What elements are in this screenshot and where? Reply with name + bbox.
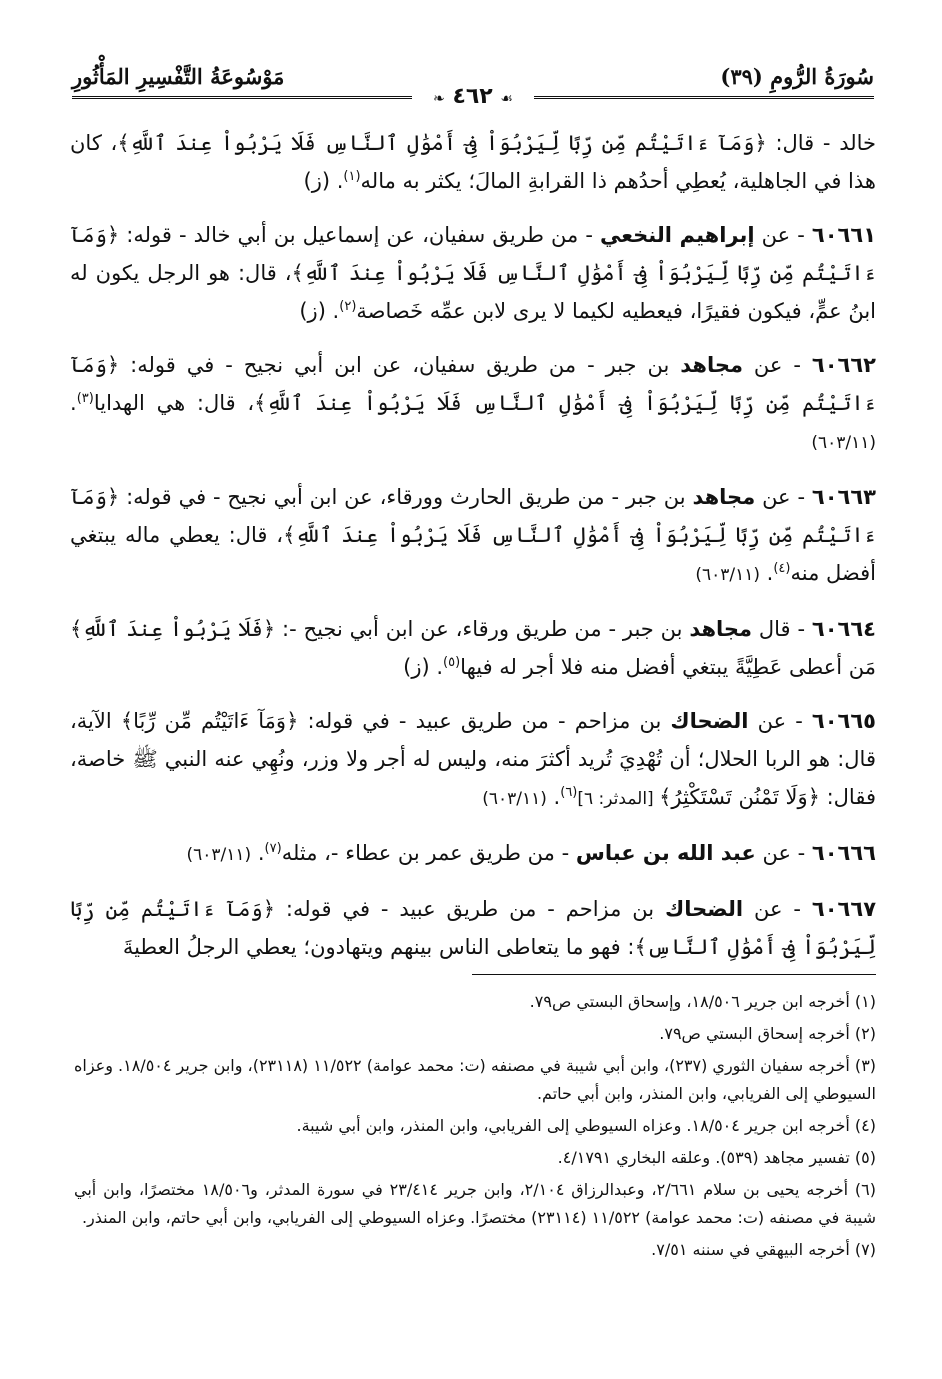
surah-reference: [المدثر: ٦]	[577, 789, 660, 809]
volume-reference: (٦٠٣/١١)	[695, 565, 760, 585]
footnote-marker: (٣)	[76, 391, 94, 406]
narration-number: ٦٠٦٦٥	[811, 709, 876, 733]
footnote-marker: (٤)	[773, 561, 791, 576]
narration-number: ٦٠٦٦٧	[811, 897, 877, 921]
narration-number: ٦٠٦٦٢	[811, 353, 876, 377]
footnote-1: (١) أخرجه ابن جرير ١٨/٥٠٦، وإسحاق البستي ص٧٩.	[529, 992, 876, 1011]
footnote-separator	[472, 974, 876, 975]
paragraph-60664: ٦٠٦٦٤ - قال مجاهد بن جبر - من طريق ورقاء، عن ابن أبي نجيح -: ﴿فَلَا يَرْبُواْ عِندَ ٱللَّهِ﴾ مَن أعطى عَطِيَّةً يبتغي أفضل منه فلا أجر له فيها$^{(٥)}$. (ز)	[70, 617, 876, 679]
paragraph-60666: ٦٠٦٦٦ - عن عبد الله بن عباس - من طريق عمر بن عطاء -، مثله$^{(٧)}$. (٦٠٣/١١)	[186, 841, 876, 865]
quran-quote: ﴿وَمَآ ءَاتَيْتُم مِّن رِّبًا﴾	[120, 709, 299, 733]
page-header	[72, 62, 874, 108]
page-number	[412, 84, 534, 109]
footnote-5: (٥) تفسير مجاهد (٥٣٩). وعلقه البخاري ٤/١٧٩١.	[557, 1148, 876, 1167]
volume-reference: (٦٠٣/١١)	[186, 845, 252, 865]
narration-number: ٦٠٦٦١	[811, 223, 877, 247]
narrator-name: مجاهد	[689, 617, 753, 641]
quran-quote: ﴿وَمَآ ءَاتَيْتُم مِّن رِّبًا لِّيَرْبُوَاْ فِىٓ أَمْوَٰلِ ٱلنَّاسِ﴾	[70, 897, 876, 959]
narrator-name: الضحاك	[670, 709, 749, 733]
paragraph-60661: ٦٠٦٦١ - عن إبراهيم النخعي - من طريق سفيان، عن إسماعيل بن أبي خالد - قوله: ﴿وَمَآ ءَاتَيْتُم مِّن رِّبًا لِّيَرْبُوَاْ فِىٓ أَمْوَٰلِ ٱلنَّاسِ فَلَا يَرْبُواْ عِندَ ٱللَّهِ﴾، قال: هو الرجل يكون له ابنُ عمٍّ، فيكون فقيرًا، فيعطيه لكيما لا يرى لابن عمِّه خَصاصة$^{(٢)}$. (ز)	[70, 223, 877, 323]
paragraph-60665: ٦٠٦٦٥ - عن الضحاك بن مزاحم - من طريق عبيد - في قوله: ﴿وَمَآ ءَاتَيْتُم مِّن رِّبًا﴾ الآية، قال: هو الربا الحلال؛ أن تُهْدِيَ تُريد أكثرَ منه، وليس له أجر ولا وزر، ونُهِي عنه النبي ﷺ خاصة، فقال: ﴿وَلَا تَمْنُن تَسْتَكْثِرُ﴾ [المدثر: ٦]$^{(٦)}$. (٦٠٣/١١)	[70, 709, 876, 809]
footnotes	[74, 988, 876, 1268]
narrator-name: عبد الله بن عباس	[575, 841, 756, 865]
narration-number: ٦٠٦٦٦	[811, 841, 876, 865]
header-rule-left	[72, 96, 424, 99]
narration-number: ٦٠٦٦٤	[811, 617, 876, 641]
footnote-2: (٢) أخرجه إسحاق البستي ص٧٩.	[659, 1024, 876, 1043]
footnote-6: (٦) أخرجه يحيى بن سلام ٢/٦٦١، وعبدالرزاق ٢/١٠٤، وابن جرير ٢٣/٤١٤ في سورة المدثر، و١٨/٥٠٦ مختصرًا، وابن أبي شيبة في مصنفه (ت: محمد عوامة) ١١/٥٢٢ (٢٣١١٤) مختصرًا. وعزاه السيوطي إلى الفريابي، وابن أبي حاتم، وابن المنذر.	[74, 1180, 877, 1227]
footnote-3: (٣) أخرجه سفيان الثوري (٢٣٧)، وابن أبي شيبة في مصنفه (ت: محمد عوامة) ١١/٥٢٢ (٢٣١١٨)، وابن جرير ١٨/٥٠٤. وعزاه السيوطي إلى الفريابي، وابن المنذر، وابن أبي حاتم.	[74, 1056, 877, 1103]
narration-number: ٦٠٦٦٣	[811, 485, 876, 509]
header-rule-right	[522, 96, 874, 99]
quran-quote: ﴿وَلَا تَمْنُن تَسْتَكْثِرُ﴾	[659, 785, 820, 809]
footnote-7: (٧) أخرجه البيهقي في سننه ٧/٥١.	[651, 1240, 876, 1259]
narrator-name: مجاهد	[680, 353, 743, 377]
volume-reference: (٦٠٣/١١)	[811, 433, 876, 453]
footnote-4: (٤) أخرجه ابن جرير ١٨/٥٠٤. وعزاه السيوطي إلى الفريابي، وابن المنذر، وابن أبي شيبة.	[296, 1116, 876, 1135]
paragraph-60663: ٦٠٦٦٣ - عن مجاهد بن جبر - من طريق الحارث وورقاء، عن ابن أبي نجيح - في قوله: ﴿وَمَآ ءَاتَيْتُم مِّن رِّبًا لِّيَرْبُوَاْ فِىٓ أَمْوَٰلِ ٱلنَّاسِ فَلَا يَرْبُواْ عِندَ ٱللَّهِ﴾، قال: يعطي ماله يبتغي أفضل منه$^{(٤)}$. (٦٠٣/١١)	[70, 485, 876, 585]
page-number-value: ٤٦٢	[452, 84, 493, 109]
quran-quote: ﴿وَمَآ ءَاتَيْتُم مِّن رِّبًا لِّيَرْبُوَاْ فِىٓ أَمْوَٰلِ ٱلنَّاسِ فَلَا يَرْبُواْ عِندَ ٱللَّهِ﴾	[70, 485, 876, 547]
quran-quote: ﴿وَمَآ ءَاتَيْتُم مِّن رِّبًا لِّيَرْبُوَاْ فِىٓ أَمْوَٰلِ ٱلنَّاسِ فَلَا يَرْبُواْ عِندَ ٱللَّهِ﴾	[70, 353, 876, 415]
footnote-marker: (٥)	[443, 655, 461, 670]
footnote-marker: (٢)	[339, 299, 357, 314]
paragraph-60662: ٦٠٦٦٢ - عن مجاهد بن جبر - من طريق سفيان، عن ابن أبي نجيح - في قوله: ﴿وَمَآ ءَاتَيْتُم مِّن رِّبًا لِّيَرْبُوَاْ فِىٓ أَمْوَٰلِ ٱلنَّاسِ فَلَا يَرْبُواْ عِندَ ٱللَّهِ﴾، قال: هي الهدايا$^{(٣)}$. (٦٠٣/١١)	[70, 353, 876, 453]
paragraph-60667: ٦٠٦٦٧ - عن الضحاك بن مزاحم - من طريق عبيد - في قوله: ﴿وَمَآ ءَاتَيْتُم مِّن رِّبًا لِّيَرْبُوَاْ فِىٓ أَمْوَٰلِ ٱلنَّاسِ﴾: فهو ما يتعاطى الناس بينهم ويتهادون؛ يعطي الرجلُ العطيةَ	[70, 897, 877, 959]
quran-quote: ﴿فَلَا يَرْبُواْ عِندَ ٱللَّهِ﴾	[70, 617, 276, 641]
quran-quote: ﴿وَمَآ ءَاتَيْتُم مِّن رِّبًا لِّيَرْبُوَاْ فِىٓ أَمْوَٰلِ ٱلنَّاسِ فَلَا يَرْبُواْ عِندَ ٱللَّهِ﴾	[117, 131, 767, 155]
book-title: مَوْسُوعَةُ التَّفْسِيرِ المَأْثُورِ	[72, 64, 285, 89]
footnote-marker: (١)	[343, 169, 361, 184]
narrator-name: الضحاك	[665, 897, 744, 921]
footnote-marker: (٦)	[560, 785, 578, 800]
volume-reference: (٦٠٣/١١)	[482, 789, 547, 809]
narrator-name: إبراهيم النخعي	[600, 223, 755, 247]
main-text	[70, 124, 876, 982]
paragraph-continuation: خالد - قال: ﴿وَمَآ ءَاتَيْتُم مِّن رِّبًا لِّيَرْبُوَاْ فِىٓ أَمْوَٰلِ ٱلنَّاسِ فَلَا يَرْبُواْ عِندَ ٱللَّهِ﴾، كان هذا في الجاهلية، يُعطِي أحدُهم ذا القرابةِ المالَ؛ يكثر به ماله$^{(١)}$. (ز)	[70, 131, 877, 193]
footnote-marker: (٧)	[264, 841, 282, 856]
ornament-right-icon: ☙	[500, 91, 513, 107]
quran-quote: ﴿وَمَآ ءَاتَيْتُم مِّن رِّبًا لِّيَرْبُوَاْ فِىٓ أَمْوَٰلِ ٱلنَّاسِ فَلَا يَرْبُواْ عِندَ ٱللَّهِ﴾	[70, 223, 877, 285]
narrator-name: مجاهد	[692, 485, 756, 509]
surah-title: سُورَةُ الرُّومِ (٣٩)	[720, 64, 874, 89]
ornament-left-icon: ❧	[433, 91, 445, 107]
